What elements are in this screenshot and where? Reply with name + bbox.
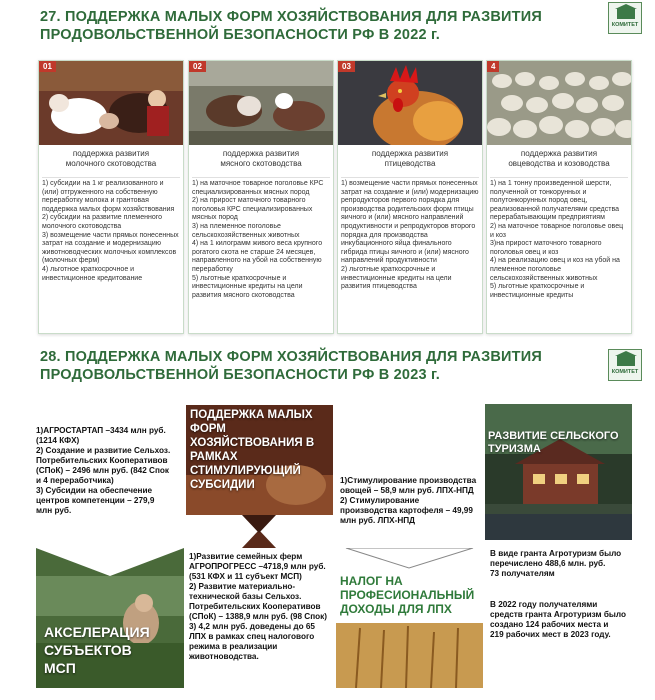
tourism-panel (485, 404, 632, 540)
agrostart-text: 1)АГРОСТАРТАП –3434 млн руб. (1214 КФХ) 2) Создание и развитие Сельхоз. Потребительских Кооперативов (СПоК) – 2496 млн руб. (842 Спок и 4 переработчика) 3) Субсидии на обеспечение центров компетенции – 279,9 млн руб. (36, 426, 171, 515)
card-heading-line: птицеводства (384, 159, 436, 168)
card-poultry (337, 60, 483, 334)
tax-panel (336, 548, 483, 688)
card-number: 03 (338, 61, 355, 72)
title-line: ПРОДОВОЛЬСТВЕННОЙ БЕЗОПАСНОСТИ РФ В 2023 г. (40, 367, 440, 383)
tax-caption: НАЛОГ НА ПРОФЕСИОНАЛЬНЫЙ ДОХОДЫ ДЛЯ ЛПХ (340, 574, 475, 616)
card-heading-line: поддержка развития (371, 149, 449, 158)
card-heading-line: овцеводства и козоводства (508, 159, 610, 168)
tourism-text-2: В 2022 году получателями средств гранта Агротуризм было создано 124 рабочих места и 219 рабочих мест в 2023 году. (490, 600, 626, 639)
card-body (341, 177, 479, 330)
rooster-photo (338, 61, 482, 145)
card-number: 01 (39, 61, 56, 72)
card-beef (188, 60, 334, 334)
card-heading (487, 146, 631, 176)
sheep-flock-photo (487, 61, 631, 145)
card-heading-line: мясного скотоводства (220, 159, 302, 168)
building-icon (617, 356, 635, 366)
card-body-text: 1) субсидии на 1 кг реализованного и (или) отгруженного на собственную переработку молока и грантовая поддержка малых форм хозяйствования 2) субсидии на развитие племенного молочного скотоводства 3) возмещение части прямых понесенных затрат на создание и модернизацию животноводческих молочных комплексов (молочных ферм) 4) льготное краткосрочное и инвестиционное кредитование (42, 180, 179, 282)
dairy-cows-photo (39, 61, 183, 145)
acceleration-caption: АКСЕЛЕРАЦИЯ СУБЪЕКТОВ МСП (44, 624, 150, 676)
slide-title-2022 (40, 8, 542, 44)
beef-cattle-photo (189, 61, 333, 145)
card-dairy (38, 60, 184, 334)
card-heading (338, 146, 482, 176)
card-heading-line: поддержка развития (72, 149, 150, 158)
card-body-text: 1) возмещение части прямых понесенных затрат на создание и (или) модернизацию репродукторов первого порядка для производства родительских форм птицы яичного и (или) мясного направлений продуктивности и репродукторов второго порядка для производства инкубационного яйца финального гибрида птицы яичного и (или) мясного направлений продуктивности 2) льготные краткосрочные и инвестиционные кредиты на цели развития птицеводства (341, 180, 479, 291)
subsidy-panel (186, 405, 333, 548)
slide-title-2023 (40, 348, 542, 384)
card-body (42, 177, 180, 330)
committee-logo (608, 349, 642, 381)
title-line: ПРОДОВОЛЬСТВЕННОЙ БЕЗОПАСНОСТИ РФ В 2022 г. (40, 27, 440, 43)
tourism-text-1: В виде гранта Агротуризм было перечислено 488,6 млн. руб. 73 получателям (490, 549, 622, 578)
logo-text: КОМИТЕТ (611, 22, 639, 28)
card-heading-line: поддержка развития (520, 149, 598, 158)
committee-logo (608, 2, 642, 34)
title-line: 27. ПОДДЕРЖКА МАЛЫХ ФОРМ ХОЗЯЙСТВОВАНИЯ ДЛЯ РАЗВИТИЯ (40, 9, 542, 25)
tourism-caption: РАЗВИТИЕ СЕЛЬСКОГО ТУРИЗМА (488, 430, 619, 455)
logo-text: КОМИТЕТ (611, 369, 639, 375)
card-sheep (486, 60, 632, 334)
family-farms-text: 1)Развитие семейных ферм АГРОПРОГРЕСС –4718,9 млн руб. (531 КФХ и 11 субъект МСП) 2) Развитие материально- технической базы Сельхоз. Потребительских Кооперативов (СПоК) – 1388,9 млн руб. (98 Спок) 3) 4,2 млн руб. доведены до 65 ЛПХ в рамках спец налогового режима в реализации животноводства. (189, 552, 327, 661)
vegetables-text: 1)Стимулирование производства овощей – 58,9 млн руб. ЛПХ-НПД 2) Стимулирование производства картофеля – 49,99 млн руб. ЛПХ-НПД (340, 476, 477, 525)
card-number: 4 (487, 61, 499, 72)
title-line: 28. ПОДДЕРЖКА МАЛЫХ ФОРМ ХОЗЯЙСТВОВАНИЯ ДЛЯ РАЗВИТИЯ (40, 349, 542, 365)
acceleration-panel (36, 548, 184, 688)
card-body-text: 1) на маточное товарное поголовье КРС специализированных мясных пород 2) на прирост маточного товарного поголовья КРС специализированных мясных пород 3) на племенное поголовье сельскохозяйственных животных 4) на 1 килограмм живого веса крупного рогатого скота не старше 24 месяцев, направленного на убой на собственную переработку 5) льготные краткосрочные и инвестиционные кредиты на цели развития мясного скотоводства (192, 180, 324, 299)
subsidy-caption: ПОДДЕРЖКА МАЛЫХ ФОРМ ХОЗЯЙСТВОВАНИЯ В РАМКАХ СТИМУЛИРУЮЩИЙ СУБСИДИИ (190, 409, 315, 491)
card-heading (39, 146, 183, 176)
card-number: 02 (189, 61, 206, 72)
card-heading (189, 146, 333, 176)
card-heading-line: молочного скотоводства (65, 159, 157, 168)
card-heading-line: поддержка развития (222, 149, 300, 158)
building-icon (617, 9, 635, 19)
card-body-text: 1) на 1 тонну произведенной шерсти, полученной от тонкорунных и полутонкорунных пород овец, реализованной получателями средства перерабатывающим предприятиям 2) на маточное товарное поголовье овец и коз 3)на прирост маточного товарного поголовья овец и коз 4) на реализацию овец и коз на убой на племенное поголовье сельскохозяйственных животных 5) льготные краткосрочные и инвестиционные кредиты (490, 180, 624, 299)
card-body (490, 177, 628, 330)
card-body (192, 177, 330, 330)
